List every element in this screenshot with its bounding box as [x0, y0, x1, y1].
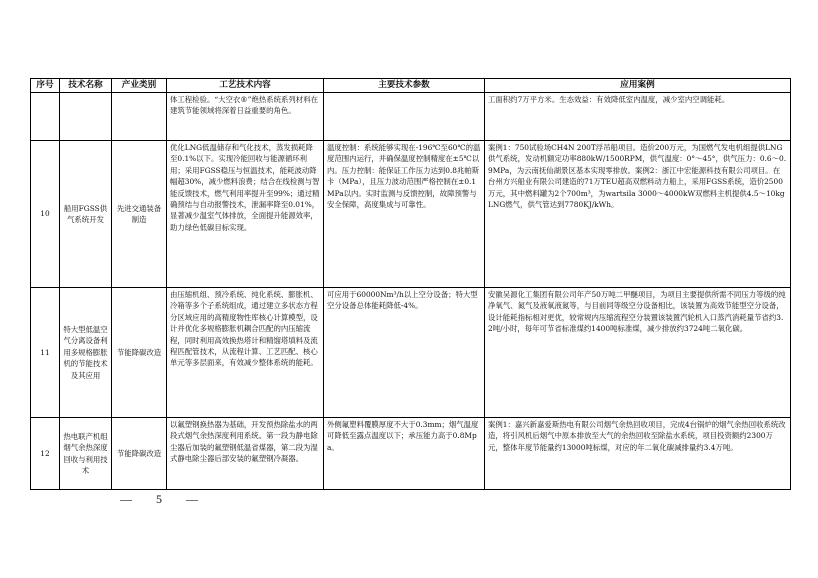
cell-params: 外侧氟塑料覆膜厚度不大于0.3mm；烟气温度可降低至露点温度以下；承压能力高于0.8Mpa。	[324, 418, 485, 490]
cell-case: 安徽吴源化工集团有限公司年产50万吨二甲醚项目，为项目主要提供所需不同压力等级的纯净氧气、氮气及液氧液氮等，与目前同等级空分设备相比，该装置为高效节能型空分设备，设计能耗指标相对更优，较常规内压缩流程空分装置该装置汽轮机入口蒸汽消耗量节省约3.2吨/小时，每年可节省标准煤约1400吨标准煤，减少排放约3724吨二氧化碳。	[485, 288, 791, 418]
cell-case: 案例1：嘉兴新嘉爱斯热电有限公司烟气余热回收项目，完成4台锅炉的烟气余热回收系统改造，将引风机后烟气中原本排放至大气的余热回收至除盐水系统，项目投资额约2300万元，整体年度节能量约13000吨标煤，对应的年二氧化碳减排量约3.4万吨。	[485, 418, 791, 490]
cell-name: 热电联产机组烟气余热深度回收与利用技术	[60, 418, 112, 490]
cell-num: 11	[31, 288, 60, 418]
cell-process: 以氟塑钢换热器为基础，开发预热除盐水的两段式烟气余热深度利用系统。第一段为静电除尘器后加装的氟塑钢低温省煤器，第二段为湿式静电除尘器后部安装的氟塑钢冷凝器。	[167, 418, 324, 490]
header-process: 工艺技术内容	[167, 79, 324, 93]
cell-case: 工面积约7万平方米。生态效益：有效降低室内温度，减少室内空调能耗。	[485, 93, 791, 141]
header-num: 序号	[31, 79, 60, 93]
header-case: 应用案例	[485, 79, 791, 93]
cell-params: 温度控制：系统能够实现在-196℃至60℃的温度范围内运行，并确保温度控制精度在±5℃以内。压力控制：能保证工作压力达到0.8兆帕斯卡（MPa），且压力波动范围严格控制在±0.1MPa以内。实时监测与反馈控制，故障预警与安全保障，高度集成与可靠性。	[324, 141, 485, 288]
cell-category: 先进交通装备制造	[112, 141, 167, 288]
cell-name	[60, 93, 112, 141]
tech-table	[30, 78, 791, 490]
cell-params	[324, 93, 485, 141]
cell-process: 优化LNG低温储存和气化技术，蒸发损耗降至0.1%以下。实现冷能回收与能源循环利用；采用FGSS稳压与恒温技术，能耗波动降幅超30%，减少燃料浪费；结合在线检测与智能反馈技术，燃气利用率提升至99%；通过精确预结与自动报警技术，泄漏率降至0.01%，显著减少温室气体排放，全面提升能源效率，助力绿色低碳目标实现。	[167, 141, 324, 288]
cell-category: 节能降碳改造	[112, 288, 167, 418]
header-tech-name: 技术名称	[60, 79, 112, 93]
cell-num	[31, 93, 60, 141]
cell-case: 案例1：750试验场CH4N 200T浮吊船项目。造价200万元，为国燃气发电机组提供LNG供气系统，发动机额定功率880kW/1500RPM，供气温度：0°～45°，供气压力：0.6～0.9MPa，为云南抚仙湖景区基本实现零排放。案例2：浙江中宏能源科技有限公司项目。在台州方兴船业有限公司建造的71万TEU超高双燃料动力船上，采用FGSS系统，造价2500万元，其中燃料罐为2个700m³，为wartsila 3000～4000kW双燃料主机提供4.5～10kgLNG燃气，供气管达到7780KJ/kWh。	[485, 141, 791, 288]
table-row	[31, 288, 791, 418]
cell-category	[112, 93, 167, 141]
cell-category: 节能降碳改造	[112, 418, 167, 490]
cell-num: 12	[31, 418, 60, 490]
page-footer	[108, 492, 210, 507]
cell-process: 由压缩机组、预冷系统、纯化系统、膨胀机、冷箱等多个子系统组成，通过建立多状态方程分区域应用的高精度物性库核心计算模型，设计并优化多规格膨胀机耦合匹配的内压缩流程，同时利用高效换热塔计和精馏塔填料及流程匹配管技术，从流程计算、工艺匹配、核心单元等多层面来，有效减少整体系统的能耗。	[167, 288, 324, 418]
cell-num: 10	[31, 141, 60, 288]
table-header-row	[31, 79, 791, 93]
header-category: 产业类别	[112, 79, 167, 93]
footer-dash-right: —	[186, 492, 198, 506]
footer-dash-left: —	[120, 492, 132, 506]
header-params: 主要技术参数	[324, 79, 485, 93]
table-row	[31, 141, 791, 288]
cell-name: 船用FGSS供气系统开发	[60, 141, 112, 288]
cell-name: 特大型低温空气分离设备利用多规格膨胀机的节能技术及其应用	[60, 288, 112, 418]
table-row	[31, 418, 791, 490]
page-number: 5	[156, 492, 162, 506]
cell-process: 体工程检验。“大空衣®”绝热系统系列材料在建筑节能领域将深着日益重要的角色。	[167, 93, 324, 141]
table-row-continuation	[31, 93, 791, 141]
cell-params: 可应用于60000Nm³/h以上空分设备；特大型空分设备总体能耗降低-4%。	[324, 288, 485, 418]
